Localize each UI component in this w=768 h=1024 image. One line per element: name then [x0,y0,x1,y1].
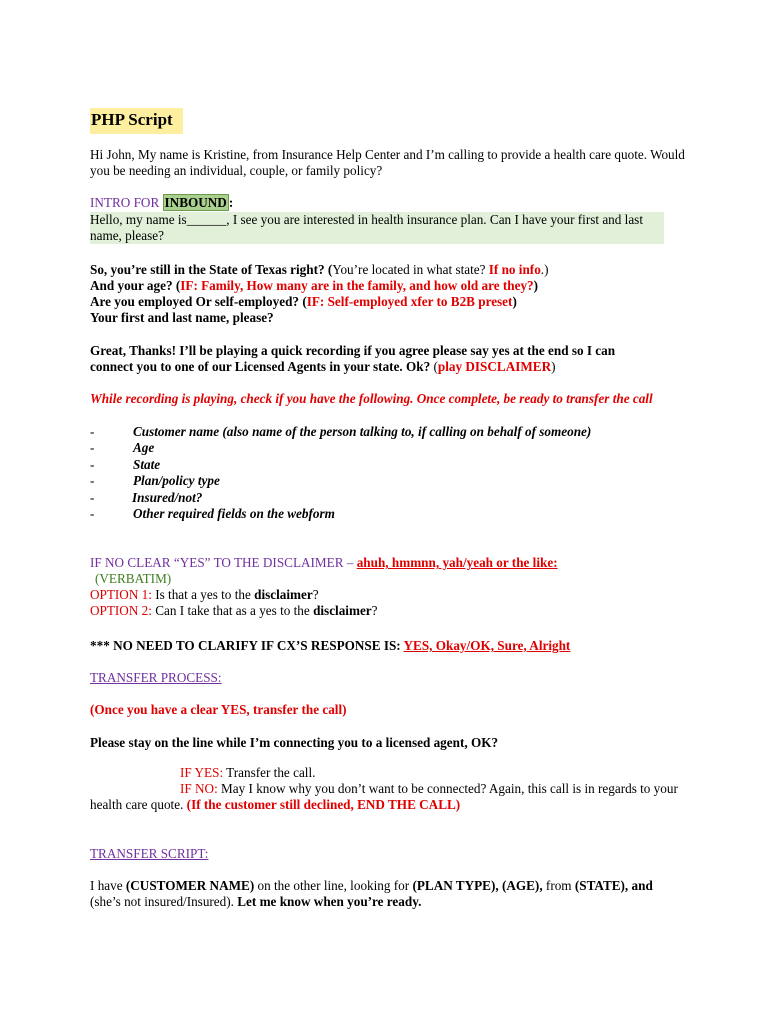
ts-from: from [542,878,575,893]
question-age [90,278,690,294]
recording-paren-close: ) [551,359,556,374]
recording-paragraph [90,343,656,375]
list-item [90,490,690,506]
option-1-bold: disclaimer [254,587,313,602]
q3-text: Are you employed Or self-employed? ( [90,294,307,309]
opening-paragraph: Hi John, My name is Kristine, from Insurance Help Center and I’m calling to provide a health care quote. Would you be needing an individual, couple, or family policy? [90,147,685,178]
play-disclaimer: play DISCLAIMER [437,359,552,374]
ts-customer-name: (CUSTOMER NAME) [125,878,255,893]
if-yes-text: Transfer the call. [223,765,316,780]
checklist [90,424,690,522]
q2-text: And your age? ( [90,278,181,293]
option-2-label: OPTION 2: [90,603,152,618]
q2-red: IF: Family, How many are in the family, and how old are they? [180,278,534,293]
list-item-text: Other required fields on the webform [133,505,335,521]
list-dash: - [90,473,95,489]
option-2-end: ? [371,603,378,618]
list-dash: - [90,440,95,456]
intro-heading [90,195,690,211]
qualifying-questions [90,262,690,326]
disclaimer-heading [90,555,690,571]
if-no-text: May I know why you don’t want to be connected? Again, this call is in regards to your health care quote. [90,781,678,812]
if-no-paragraph [90,781,690,813]
list-item [90,506,690,522]
option-1-label: OPTION 1: [90,587,152,602]
q3-red: IF: Self-employed xfer to B2B preset [306,294,513,309]
inbound-badge: INBOUND [164,195,227,210]
list-dash: - [90,424,95,439]
if-no-end-call: (If the customer still declined, END THE CALL) [186,797,461,812]
if-no-label: IF NO: [180,781,218,796]
if-yes-indent [90,765,180,780]
while-recording-note: While recording is playing, check if you have the following. Once complete, be ready to transfer the call [90,391,653,406]
accepted-answers: YES, Okay/OK, Sure, Alright [403,638,571,653]
option-2-bold: disclaimer [313,603,372,618]
ts-insured: (she’s not insured/Insured). [90,894,238,909]
list-item-text: Customer name (also name of the person talking to, if calling on behalf of someone) [133,424,592,439]
list-item-text: State [133,456,161,472]
list-item [90,440,690,456]
list-dash: - [90,505,95,521]
q1-paren: You’re located in what state? [332,262,486,277]
ts-ready: Let me know when you’re ready. [237,894,422,909]
option-1-end: ? [312,587,319,602]
list-item [90,424,690,440]
if-yes-line [90,765,690,781]
transfer-process-heading: TRANSFER PROCESS: [90,670,222,685]
list-item-text: Age [133,440,155,456]
q1-end: .) [540,262,549,277]
transfer-script-heading: TRANSFER SCRIPT: [90,846,209,861]
question-employment [90,294,690,310]
stay-on-line: Please stay on the line while I’m connecting you to a licensed agent, OK? [90,735,499,750]
q1-text: So, you’re still in the State of Texas right? ( [90,262,333,277]
no-need-text: *** NO NEED TO CLARIFY IF CX’S RESPONSE IS: [90,638,404,653]
option-2-text: Can I take that as a yes to the [151,603,314,618]
list-item-text: Insured/not? [132,489,203,505]
if-no-indent [90,781,180,796]
page-title: PHP Script [90,108,183,134]
option-1 [90,587,690,603]
q3-end: ) [512,294,517,309]
q1-no-info: If no info [485,262,541,277]
question-state [90,262,690,278]
ts-i-have: I have [90,878,126,893]
verbatim-label: (VERBATIM) [95,571,172,586]
list-dash: - [90,456,95,472]
if-yes-label: IF YES: [180,765,224,780]
option-1-text: Is that a yes to the [151,587,255,602]
no-need-to-clarify [90,638,690,654]
disclaimer-like: ahuh, hmmnn, yah/yeah or the like: [356,555,558,570]
list-item [90,473,690,489]
option-2 [90,603,690,619]
list-item [90,457,690,473]
transfer-process-note: (Once you have a clear YES, transfer the call) [90,702,347,717]
intro-text: Hello, my name is______, I see you are interested in health insurance plan. Can I have your first and last name, please? [90,212,664,244]
ts-and: and [628,878,653,893]
list-dash: - [90,489,95,505]
q2-end: ) [533,278,539,293]
disclaimer-heading-text: IF NO CLEAR “YES” TO THE DISCLAIMER – [90,555,357,570]
ts-looking-for: on the other line, looking for [254,878,413,893]
list-item-text: Plan/policy type [133,473,220,489]
recording-paren-open: ( [430,359,438,374]
recording-text: Great, Thanks! I’ll be playing a quick recording if you agree please say yes at the end so I can connect you to one of our Licensed Agents in your state. Ok? [90,343,616,374]
question-name: Your first and last name, please? [90,310,274,325]
intro-colon: : [228,195,234,210]
ts-plan-age: (PLAN TYPE), (AGE), [412,878,543,893]
intro-label: INTRO FOR [90,195,163,210]
transfer-script-text [90,878,670,910]
ts-state: (STATE), [574,878,629,893]
